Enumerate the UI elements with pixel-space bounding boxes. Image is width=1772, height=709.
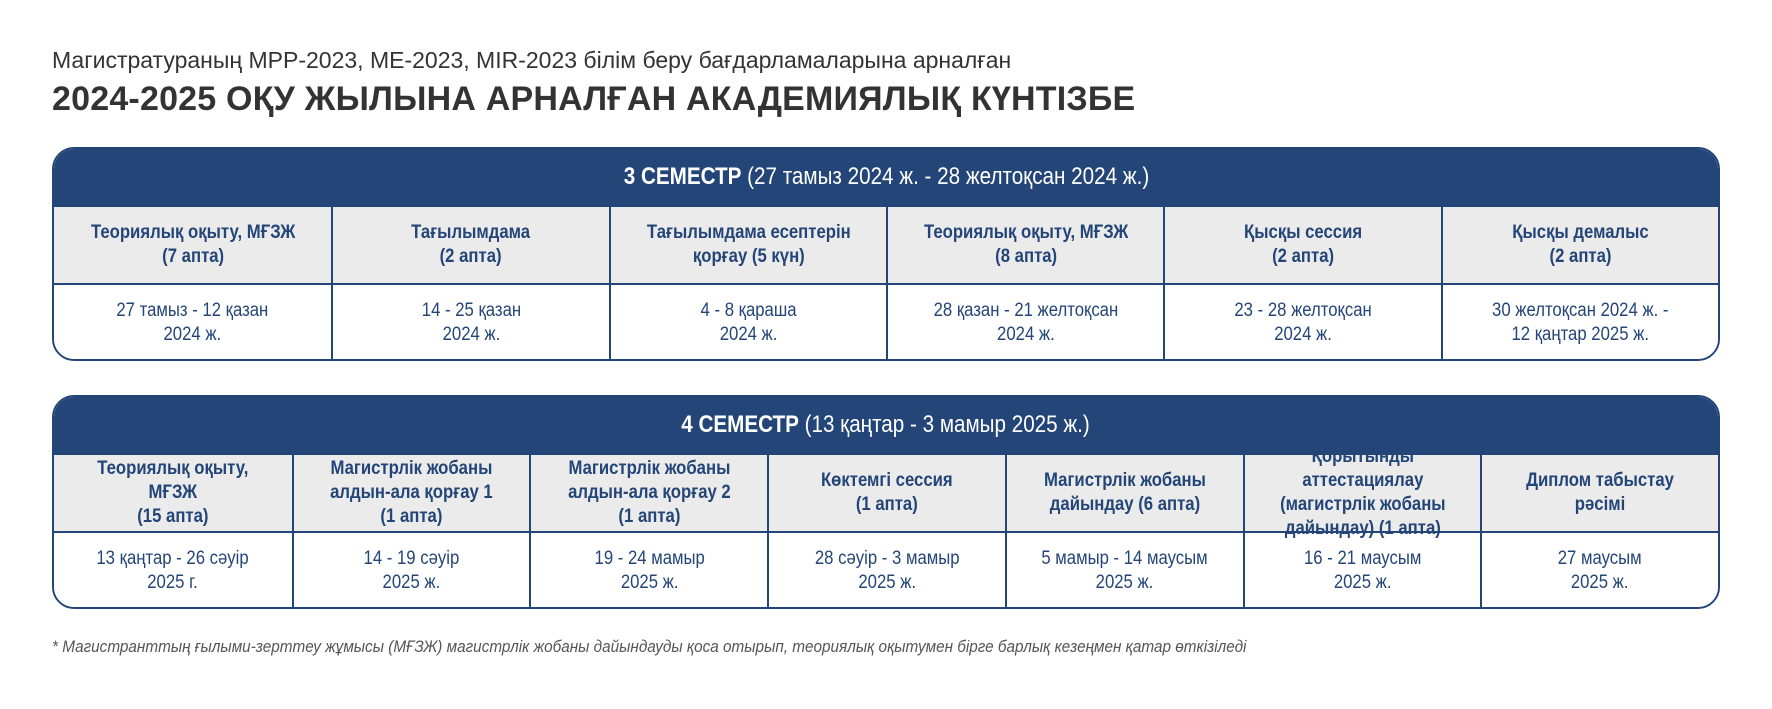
semester-4-head-text: Қорытынды аттестациялау (магистрлік жобаны дайындау) (1 апта) bbox=[1279, 446, 1446, 539]
semester-3-date-text: 27 тамыз - 12 қазан 2024 ж. bbox=[116, 300, 269, 345]
semester-3-header bbox=[54, 149, 1718, 205]
semester-3-head-text: Қысқы демалыс (2 апта) bbox=[1512, 222, 1649, 267]
semester-4-head-cell bbox=[1480, 453, 1718, 531]
semester-4-date-cell bbox=[1480, 531, 1718, 609]
semester-3-head-cell bbox=[1441, 205, 1718, 283]
semester-3-date-cell bbox=[1163, 283, 1440, 361]
semester-4-head-cell bbox=[529, 453, 767, 531]
semester-4-date-text: 13 қаңтар - 26 сәуір 2025 г. bbox=[96, 548, 249, 593]
semester-4-date-cell bbox=[1005, 531, 1243, 609]
semester-4-date-cell bbox=[54, 531, 292, 609]
semester-4-head-cell bbox=[767, 453, 1005, 531]
semester-4-head-text: Теориялық оқыту, МҒЗЖ (15 апта) bbox=[97, 458, 249, 527]
footnote: * Магистранттың ғылыми-зерттеу жұмысы (МҒЗЖ) магистрлік жобаны дайындауды қоса отырып, теориялық оқытумен бірге барлық кезеңмен қатар өткізіледі bbox=[52, 637, 1247, 656]
semester-4-header bbox=[54, 397, 1718, 453]
semester-4-head-cell bbox=[1243, 446, 1481, 539]
semester-3-date-cell bbox=[609, 283, 886, 361]
semester-4-period: (13 қаңтар - 3 мамыр 2025 ж.) bbox=[799, 411, 1091, 438]
semester-3-head-text: Тағылымдама есептерін қорғау (5 күн) bbox=[646, 222, 851, 267]
semester-4-date-text: 5 мамыр - 14 маусым 2025 ж. bbox=[1041, 548, 1208, 593]
semester-4-head-cell bbox=[1005, 453, 1243, 531]
semester-4-table bbox=[52, 395, 1720, 609]
semester-3-grid bbox=[54, 205, 1718, 361]
semester-4-head-text: Көктемгі сессия (1 апта) bbox=[821, 470, 953, 515]
semester-3-table bbox=[52, 147, 1720, 361]
semester-3-head-text: Теориялық оқыту, МҒЗЖ (7 апта) bbox=[90, 222, 295, 267]
semester-4-head-text: Магистрлік жобаны алдын-ала қорғау 2 (1 апта) bbox=[567, 458, 731, 527]
semester-4-date-text: 28 сәуір - 3 мамыр 2025 ж. bbox=[814, 548, 960, 593]
semester-3-head-cell bbox=[1163, 205, 1440, 283]
semester-4-date-text: 27 маусым 2025 ж. bbox=[1558, 548, 1643, 593]
semester-4-date-text: 16 - 21 маусым 2025 ж. bbox=[1303, 548, 1422, 593]
page-title: 2024-2025 ОҚУ ЖЫЛЫНА АРНАЛҒАН АКАДЕМИЯЛЫҚ КҮНТІЗБЕ bbox=[52, 80, 1136, 118]
semester-3-head-cell bbox=[609, 205, 886, 283]
semester-3-head-text: Қысқы сессия (2 апта) bbox=[1243, 222, 1363, 267]
semester-3-head-text: Теориялық оқыту, МҒЗЖ (8 апта) bbox=[923, 222, 1128, 267]
semester-3-head-text: Тағылымдама (2 апта) bbox=[411, 222, 531, 267]
semester-4-label: 4 СЕМЕСТР bbox=[681, 411, 800, 438]
semester-3-date-text: 4 - 8 қараша 2024 ж. bbox=[700, 300, 797, 345]
semester-4-head-cell bbox=[292, 453, 530, 531]
semester-3-date-text: 28 қазан - 21 желтоқсан 2024 ж. bbox=[933, 300, 1118, 345]
semester-4-head-text: Диплом табыстау рәсімі bbox=[1526, 470, 1675, 515]
semester-3-date-text: 14 - 25 қазан 2024 ж. bbox=[421, 300, 521, 345]
semester-4-date-cell bbox=[767, 531, 1005, 609]
semester-4-head-cell bbox=[54, 453, 292, 531]
semester-3-label: 3 СЕМЕСТР bbox=[623, 163, 741, 190]
semester-3-head-cell bbox=[331, 205, 608, 283]
semester-3-head-cell bbox=[54, 205, 331, 283]
semester-3-date-cell bbox=[1441, 283, 1718, 361]
semester-3-period: (27 тамыз 2024 ж. - 28 желтоқсан 2024 ж.) bbox=[740, 163, 1149, 190]
semester-4-head-text: Магистрлік жобаны дайындау (6 апта) bbox=[1043, 470, 1206, 515]
semester-4-date-text: 14 - 19 сәуір 2025 ж. bbox=[363, 548, 460, 593]
semester-3-date-cell bbox=[331, 283, 608, 361]
semester-3-date-text: 30 желтоқсан 2024 ж. - 12 қаңтар 2025 ж. bbox=[1492, 300, 1669, 345]
semester-4-date-cell bbox=[529, 531, 767, 609]
semester-4-date-cell bbox=[292, 531, 530, 609]
semester-3-head-cell bbox=[886, 205, 1163, 283]
semester-4-date-cell bbox=[1243, 531, 1481, 609]
semester-4-head-text: Магистрлік жобаны алдын-ала қорғау 1 (1 апта) bbox=[330, 458, 493, 527]
semester-3-date-cell bbox=[886, 283, 1163, 361]
semester-3-date-text: 23 - 28 желтоқсан 2024 ж. bbox=[1234, 300, 1372, 345]
semester-4-date-text: 19 - 24 мамыр 2025 ж. bbox=[594, 548, 705, 593]
calendar-subtitle: Магистратураның MPP-2023, ME-2023, MIR-2023 білім беру бағдарламаларына арналған bbox=[52, 47, 1012, 73]
semester-4-grid bbox=[54, 446, 1718, 609]
semester-3-date-cell bbox=[54, 283, 331, 361]
